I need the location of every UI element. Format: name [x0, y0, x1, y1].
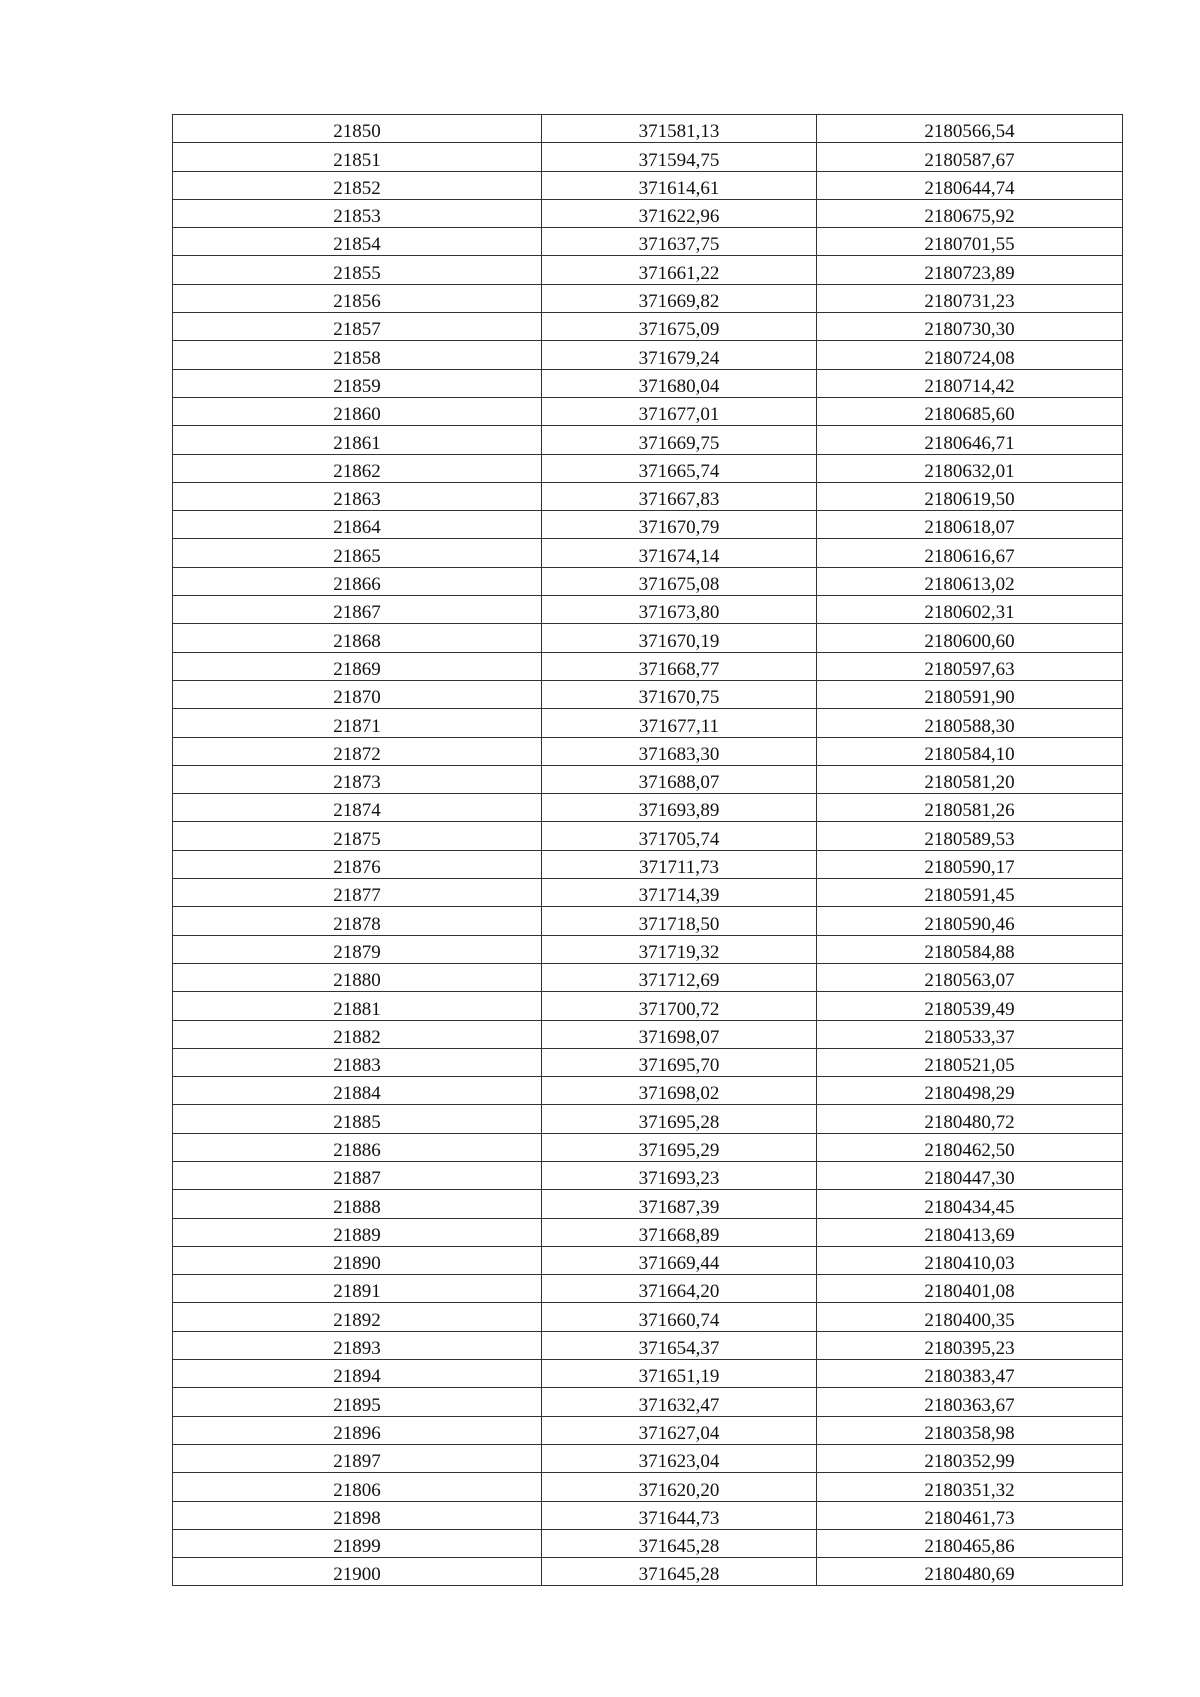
x-coordinate-cell: 371693,23	[542, 1161, 817, 1189]
table-row	[173, 765, 1123, 793]
y-coordinate-cell: 2180533,37	[817, 1020, 1123, 1048]
y-coordinate-cell: 2180401,08	[817, 1275, 1123, 1303]
point-number-cell: 21897	[173, 1444, 542, 1472]
point-number-cell: 21898	[173, 1501, 542, 1529]
table-row	[173, 1190, 1123, 1218]
table-row	[173, 228, 1123, 256]
point-number-cell: 21881	[173, 992, 542, 1020]
point-number-cell: 21900	[173, 1558, 542, 1586]
y-coordinate-cell: 2180563,07	[817, 963, 1123, 991]
point-number-cell: 21857	[173, 313, 542, 341]
table-row	[173, 1048, 1123, 1076]
x-coordinate-cell: 371687,39	[542, 1190, 817, 1218]
point-number-cell: 21850	[173, 115, 542, 143]
table-row	[173, 794, 1123, 822]
x-coordinate-cell: 371661,22	[542, 256, 817, 284]
x-coordinate-cell: 371668,89	[542, 1218, 817, 1246]
x-coordinate-cell: 371698,02	[542, 1077, 817, 1105]
table-row	[173, 1133, 1123, 1161]
table-row	[173, 1416, 1123, 1444]
point-number-cell: 21863	[173, 482, 542, 510]
y-coordinate-cell: 2180714,42	[817, 369, 1123, 397]
y-coordinate-cell: 2180480,72	[817, 1105, 1123, 1133]
y-coordinate-cell: 2180613,02	[817, 567, 1123, 595]
table-row	[173, 482, 1123, 510]
table-row	[173, 879, 1123, 907]
y-coordinate-cell: 2180462,50	[817, 1133, 1123, 1161]
coordinates-table	[172, 114, 1123, 1586]
point-number-cell: 21890	[173, 1246, 542, 1274]
x-coordinate-cell: 371651,19	[542, 1360, 817, 1388]
x-coordinate-cell: 371677,01	[542, 397, 817, 425]
y-coordinate-cell: 2180675,92	[817, 199, 1123, 227]
y-coordinate-cell: 2180731,23	[817, 284, 1123, 312]
x-coordinate-cell: 371675,08	[542, 567, 817, 595]
table-row	[173, 115, 1123, 143]
point-number-cell: 21866	[173, 567, 542, 595]
table-row	[173, 1275, 1123, 1303]
table-row	[173, 1529, 1123, 1557]
y-coordinate-cell: 2180618,07	[817, 511, 1123, 539]
table-row	[173, 143, 1123, 171]
y-coordinate-cell: 2180584,88	[817, 935, 1123, 963]
x-coordinate-cell: 371700,72	[542, 992, 817, 1020]
table-row	[173, 256, 1123, 284]
y-coordinate-cell: 2180619,50	[817, 482, 1123, 510]
y-coordinate-cell: 2180584,10	[817, 737, 1123, 765]
x-coordinate-cell: 371660,74	[542, 1303, 817, 1331]
table-row	[173, 963, 1123, 991]
x-coordinate-cell: 371632,47	[542, 1388, 817, 1416]
x-coordinate-cell: 371614,61	[542, 171, 817, 199]
point-number-cell: 21877	[173, 879, 542, 907]
x-coordinate-cell: 371669,82	[542, 284, 817, 312]
table-row	[173, 680, 1123, 708]
table-row	[173, 652, 1123, 680]
point-number-cell: 21872	[173, 737, 542, 765]
y-coordinate-cell: 2180646,71	[817, 426, 1123, 454]
point-number-cell: 21874	[173, 794, 542, 822]
document-page	[172, 114, 1122, 1586]
x-coordinate-cell: 371695,28	[542, 1105, 817, 1133]
table-row	[173, 1444, 1123, 1472]
table-row	[173, 709, 1123, 737]
table-row	[173, 935, 1123, 963]
x-coordinate-cell: 371664,20	[542, 1275, 817, 1303]
y-coordinate-cell: 2180723,89	[817, 256, 1123, 284]
y-coordinate-cell: 2180701,55	[817, 228, 1123, 256]
table-row	[173, 907, 1123, 935]
y-coordinate-cell: 2180600,60	[817, 624, 1123, 652]
table-row	[173, 1303, 1123, 1331]
point-number-cell: 21853	[173, 199, 542, 227]
table-row	[173, 454, 1123, 482]
point-number-cell: 21891	[173, 1275, 542, 1303]
table-row	[173, 313, 1123, 341]
x-coordinate-cell: 371674,14	[542, 539, 817, 567]
y-coordinate-cell: 2180685,60	[817, 397, 1123, 425]
point-number-cell: 21887	[173, 1161, 542, 1189]
point-number-cell: 21869	[173, 652, 542, 680]
point-number-cell: 21865	[173, 539, 542, 567]
point-number-cell: 21870	[173, 680, 542, 708]
y-coordinate-cell: 2180434,45	[817, 1190, 1123, 1218]
x-coordinate-cell: 371654,37	[542, 1331, 817, 1359]
table-row	[173, 1331, 1123, 1359]
coordinates-table-body	[173, 115, 1123, 1586]
y-coordinate-cell: 2180413,69	[817, 1218, 1123, 1246]
x-coordinate-cell: 371594,75	[542, 143, 817, 171]
x-coordinate-cell: 371665,74	[542, 454, 817, 482]
point-number-cell: 21861	[173, 426, 542, 454]
point-number-cell: 21871	[173, 709, 542, 737]
y-coordinate-cell: 2180588,30	[817, 709, 1123, 737]
y-coordinate-cell: 2180724,08	[817, 341, 1123, 369]
table-row	[173, 426, 1123, 454]
table-row	[173, 539, 1123, 567]
y-coordinate-cell: 2180616,67	[817, 539, 1123, 567]
point-number-cell: 21880	[173, 963, 542, 991]
x-coordinate-cell: 371627,04	[542, 1416, 817, 1444]
point-number-cell: 21855	[173, 256, 542, 284]
x-coordinate-cell: 371622,96	[542, 199, 817, 227]
y-coordinate-cell: 2180581,26	[817, 794, 1123, 822]
table-row	[173, 1020, 1123, 1048]
point-number-cell: 21886	[173, 1133, 542, 1161]
x-coordinate-cell: 371711,73	[542, 850, 817, 878]
point-number-cell: 21888	[173, 1190, 542, 1218]
x-coordinate-cell: 371714,39	[542, 879, 817, 907]
table-row	[173, 1161, 1123, 1189]
table-row	[173, 369, 1123, 397]
table-row	[173, 1360, 1123, 1388]
table-row	[173, 567, 1123, 595]
y-coordinate-cell: 2180395,23	[817, 1331, 1123, 1359]
y-coordinate-cell: 2180383,47	[817, 1360, 1123, 1388]
x-coordinate-cell: 371645,28	[542, 1558, 817, 1586]
table-row	[173, 171, 1123, 199]
point-number-cell: 21896	[173, 1416, 542, 1444]
point-number-cell: 21876	[173, 850, 542, 878]
table-row	[173, 1246, 1123, 1274]
table-row	[173, 1218, 1123, 1246]
point-number-cell: 21892	[173, 1303, 542, 1331]
point-number-cell: 21875	[173, 822, 542, 850]
point-number-cell: 21885	[173, 1105, 542, 1133]
x-coordinate-cell: 371620,20	[542, 1473, 817, 1501]
y-coordinate-cell: 2180352,99	[817, 1444, 1123, 1472]
x-coordinate-cell: 371669,44	[542, 1246, 817, 1274]
point-number-cell: 21860	[173, 397, 542, 425]
x-coordinate-cell: 371718,50	[542, 907, 817, 935]
x-coordinate-cell: 371645,28	[542, 1529, 817, 1557]
y-coordinate-cell: 2180521,05	[817, 1048, 1123, 1076]
y-coordinate-cell: 2180590,46	[817, 907, 1123, 935]
table-row	[173, 1077, 1123, 1105]
point-number-cell: 21895	[173, 1388, 542, 1416]
y-coordinate-cell: 2180400,35	[817, 1303, 1123, 1331]
y-coordinate-cell: 2180410,03	[817, 1246, 1123, 1274]
y-coordinate-cell: 2180539,49	[817, 992, 1123, 1020]
table-row	[173, 596, 1123, 624]
x-coordinate-cell: 371581,13	[542, 115, 817, 143]
x-coordinate-cell: 371683,30	[542, 737, 817, 765]
table-row	[173, 1501, 1123, 1529]
point-number-cell: 21851	[173, 143, 542, 171]
y-coordinate-cell: 2180597,63	[817, 652, 1123, 680]
y-coordinate-cell: 2180461,73	[817, 1501, 1123, 1529]
table-row	[173, 284, 1123, 312]
x-coordinate-cell: 371675,09	[542, 313, 817, 341]
point-number-cell: 21893	[173, 1331, 542, 1359]
y-coordinate-cell: 2180602,31	[817, 596, 1123, 624]
point-number-cell: 21889	[173, 1218, 542, 1246]
y-coordinate-cell: 2180581,20	[817, 765, 1123, 793]
point-number-cell: 21856	[173, 284, 542, 312]
point-number-cell: 21873	[173, 765, 542, 793]
y-coordinate-cell: 2180730,30	[817, 313, 1123, 341]
table-row	[173, 199, 1123, 227]
x-coordinate-cell: 371677,11	[542, 709, 817, 737]
point-number-cell: 21883	[173, 1048, 542, 1076]
x-coordinate-cell: 371667,83	[542, 482, 817, 510]
table-row	[173, 624, 1123, 652]
x-coordinate-cell: 371669,75	[542, 426, 817, 454]
point-number-cell: 21894	[173, 1360, 542, 1388]
y-coordinate-cell: 2180363,67	[817, 1388, 1123, 1416]
point-number-cell: 21879	[173, 935, 542, 963]
y-coordinate-cell: 2180566,54	[817, 115, 1123, 143]
table-row	[173, 511, 1123, 539]
x-coordinate-cell: 371679,24	[542, 341, 817, 369]
point-number-cell: 21859	[173, 369, 542, 397]
y-coordinate-cell: 2180351,32	[817, 1473, 1123, 1501]
table-row	[173, 737, 1123, 765]
table-row	[173, 850, 1123, 878]
y-coordinate-cell: 2180591,90	[817, 680, 1123, 708]
point-number-cell: 21868	[173, 624, 542, 652]
x-coordinate-cell: 371668,77	[542, 652, 817, 680]
x-coordinate-cell: 371705,74	[542, 822, 817, 850]
x-coordinate-cell: 371695,70	[542, 1048, 817, 1076]
point-number-cell: 21884	[173, 1077, 542, 1105]
x-coordinate-cell: 371712,69	[542, 963, 817, 991]
y-coordinate-cell: 2180644,74	[817, 171, 1123, 199]
x-coordinate-cell: 371719,32	[542, 935, 817, 963]
table-row	[173, 397, 1123, 425]
point-number-cell: 21867	[173, 596, 542, 624]
x-coordinate-cell: 371644,73	[542, 1501, 817, 1529]
x-coordinate-cell: 371673,80	[542, 596, 817, 624]
x-coordinate-cell: 371670,79	[542, 511, 817, 539]
y-coordinate-cell: 2180498,29	[817, 1077, 1123, 1105]
y-coordinate-cell: 2180589,53	[817, 822, 1123, 850]
point-number-cell: 21882	[173, 1020, 542, 1048]
table-row	[173, 822, 1123, 850]
x-coordinate-cell: 371680,04	[542, 369, 817, 397]
y-coordinate-cell: 2180590,17	[817, 850, 1123, 878]
x-coordinate-cell: 371623,04	[542, 1444, 817, 1472]
point-number-cell: 21858	[173, 341, 542, 369]
table-row	[173, 341, 1123, 369]
x-coordinate-cell: 371670,75	[542, 680, 817, 708]
table-row	[173, 1473, 1123, 1501]
table-row	[173, 1558, 1123, 1586]
x-coordinate-cell: 371695,29	[542, 1133, 817, 1161]
y-coordinate-cell: 2180591,45	[817, 879, 1123, 907]
point-number-cell: 21852	[173, 171, 542, 199]
y-coordinate-cell: 2180447,30	[817, 1161, 1123, 1189]
point-number-cell: 21862	[173, 454, 542, 482]
table-row	[173, 992, 1123, 1020]
y-coordinate-cell: 2180632,01	[817, 454, 1123, 482]
table-row	[173, 1105, 1123, 1133]
y-coordinate-cell: 2180358,98	[817, 1416, 1123, 1444]
x-coordinate-cell: 371693,89	[542, 794, 817, 822]
table-row	[173, 1388, 1123, 1416]
x-coordinate-cell: 371688,07	[542, 765, 817, 793]
point-number-cell: 21864	[173, 511, 542, 539]
point-number-cell: 21806	[173, 1473, 542, 1501]
point-number-cell: 21878	[173, 907, 542, 935]
point-number-cell: 21899	[173, 1529, 542, 1557]
y-coordinate-cell: 2180480,69	[817, 1558, 1123, 1586]
y-coordinate-cell: 2180465,86	[817, 1529, 1123, 1557]
y-coordinate-cell: 2180587,67	[817, 143, 1123, 171]
x-coordinate-cell: 371698,07	[542, 1020, 817, 1048]
x-coordinate-cell: 371637,75	[542, 228, 817, 256]
point-number-cell: 21854	[173, 228, 542, 256]
x-coordinate-cell: 371670,19	[542, 624, 817, 652]
